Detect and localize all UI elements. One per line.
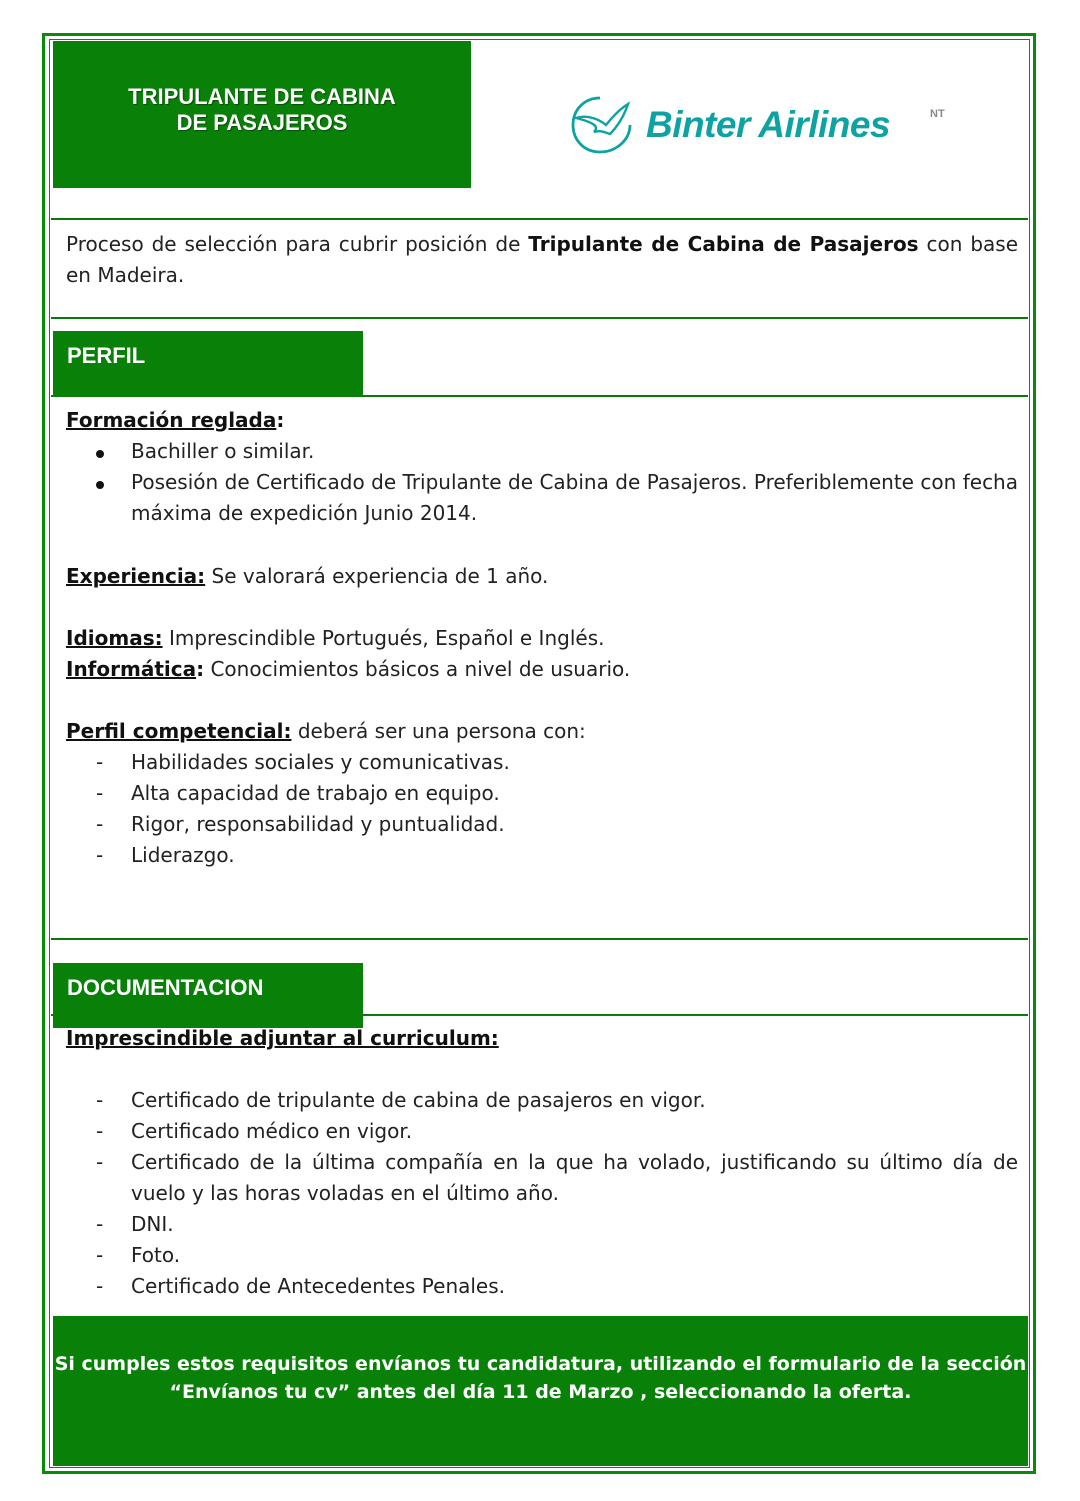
intro-suffix: con base en Madeira. — [66, 232, 1019, 287]
competencial-section — [66, 716, 1018, 871]
documentacion-section — [66, 1085, 1018, 1302]
competencial-title — [66, 716, 1018, 747]
informatica-text: Conocimientos básicos a nivel de usuario. — [204, 657, 631, 681]
idiomas-line — [66, 623, 1018, 654]
list-item — [66, 467, 1018, 529]
documentacion-list — [66, 1085, 1018, 1302]
list-item — [66, 778, 1018, 809]
list-item-text: DNI. — [131, 1212, 174, 1236]
divider — [51, 938, 1028, 940]
dash-icon: - — [96, 1274, 104, 1298]
formacion-list — [66, 436, 1018, 529]
dash-icon: - — [96, 1243, 104, 1267]
formacion-colon: : — [276, 408, 285, 432]
informatica-line — [66, 654, 1018, 685]
dash-icon: - — [96, 781, 104, 805]
competencial-list — [66, 747, 1018, 871]
title-line-2: DE PASAJEROS — [176, 110, 348, 135]
competencial-label: Perfil competencial: — [66, 719, 292, 743]
footer-line-1: Si cumples estos requisitos envíanos tu candidatura, utilizando el formulario de la sección — [54, 1353, 1027, 1375]
experiencia-label: Experiencia: — [66, 564, 206, 588]
list-item — [66, 840, 1018, 871]
bullet-icon — [96, 481, 104, 489]
list-item-text: Posesión de Certificado de Tripulante de Cabina de Pasajeros. Preferiblemente con fecha máxima de expedición Junio 2014. — [131, 470, 1018, 525]
list-item — [66, 809, 1018, 840]
idiomas-label: Idiomas: — [66, 626, 163, 650]
section-heading-perfil: PERFIL — [53, 331, 363, 396]
list-item-text: Alta capacidad de trabajo en equipo. — [131, 781, 500, 805]
list-item-text: Certificado de tripulante de cabina de pasajeros en vigor. — [131, 1088, 706, 1112]
list-item — [66, 747, 1018, 778]
documentacion-label: Imprescindible adjuntar al curriculum: — [66, 1026, 499, 1050]
dash-icon: - — [96, 1119, 104, 1143]
list-item — [66, 1240, 1018, 1271]
dash-icon: - — [96, 1088, 104, 1112]
list-item-text: Liderazgo. — [131, 843, 235, 867]
idiomas-section — [66, 623, 1018, 685]
intro-text — [66, 229, 1018, 291]
list-item-text: Foto. — [131, 1243, 181, 1267]
idiomas-text: Imprescindible Portugués, Español e Inglés. — [162, 626, 605, 650]
list-item — [66, 1116, 1018, 1147]
list-item-text: Certificado de la última compañía en la que ha volado, justificando su último día de vuelo y las horas voladas en el último año. — [131, 1150, 1018, 1205]
documentacion-label-block — [66, 1023, 1018, 1054]
list-item — [66, 1271, 1018, 1302]
dash-icon: - — [96, 750, 104, 774]
intro-bold: Tripulante de Cabina de Pasajeros — [528, 232, 919, 256]
list-item-text: Habilidades sociales y comunicativas. — [131, 750, 510, 774]
dash-icon: - — [96, 843, 104, 867]
formacion-title — [66, 405, 1018, 436]
experiencia-text: Se valorará experiencia de 1 año. — [205, 564, 549, 588]
formacion-label: Formación reglada — [66, 408, 277, 432]
page-title — [53, 41, 471, 188]
list-item — [66, 1147, 1018, 1209]
list-item — [66, 1209, 1018, 1240]
footer-line-2: “Envíanos tu cv” antes del día 11 de Marzo , seleccionando la oferta. — [169, 1381, 912, 1403]
competencial-text: deberá ser una persona con: — [291, 719, 586, 743]
experiencia-line — [66, 561, 1018, 592]
list-item-text: Certificado médico en vigor. — [131, 1119, 413, 1143]
list-item-text: Certificado de Antecedentes Penales. — [131, 1274, 506, 1298]
logo-tag: NT — [930, 108, 945, 120]
dash-icon: - — [96, 1212, 104, 1236]
list-item — [66, 436, 1018, 467]
divider — [51, 218, 1028, 220]
section-heading-documentacion: DOCUMENTACION — [53, 963, 363, 1028]
informatica-label: Informática — [66, 657, 197, 681]
formacion-section — [66, 405, 1018, 529]
intro-prefix: Proceso de selección para cubrir posición de — [66, 232, 529, 256]
dash-icon: - — [96, 1150, 104, 1174]
list-item-text: Bachiller o similar. — [131, 439, 315, 463]
title-line-1: TRIPULANTE DE CABINA — [128, 84, 396, 109]
bullet-icon — [96, 450, 104, 458]
list-item — [66, 1085, 1018, 1116]
logo-text: Binter Airlines — [646, 104, 891, 145]
list-item-text: Rigor, responsabilidad y puntualidad. — [131, 812, 505, 836]
footer-call-to-action — [53, 1316, 1028, 1466]
dash-icon: - — [96, 812, 104, 836]
divider — [51, 317, 1028, 319]
informatica-colon: : — [196, 657, 205, 681]
